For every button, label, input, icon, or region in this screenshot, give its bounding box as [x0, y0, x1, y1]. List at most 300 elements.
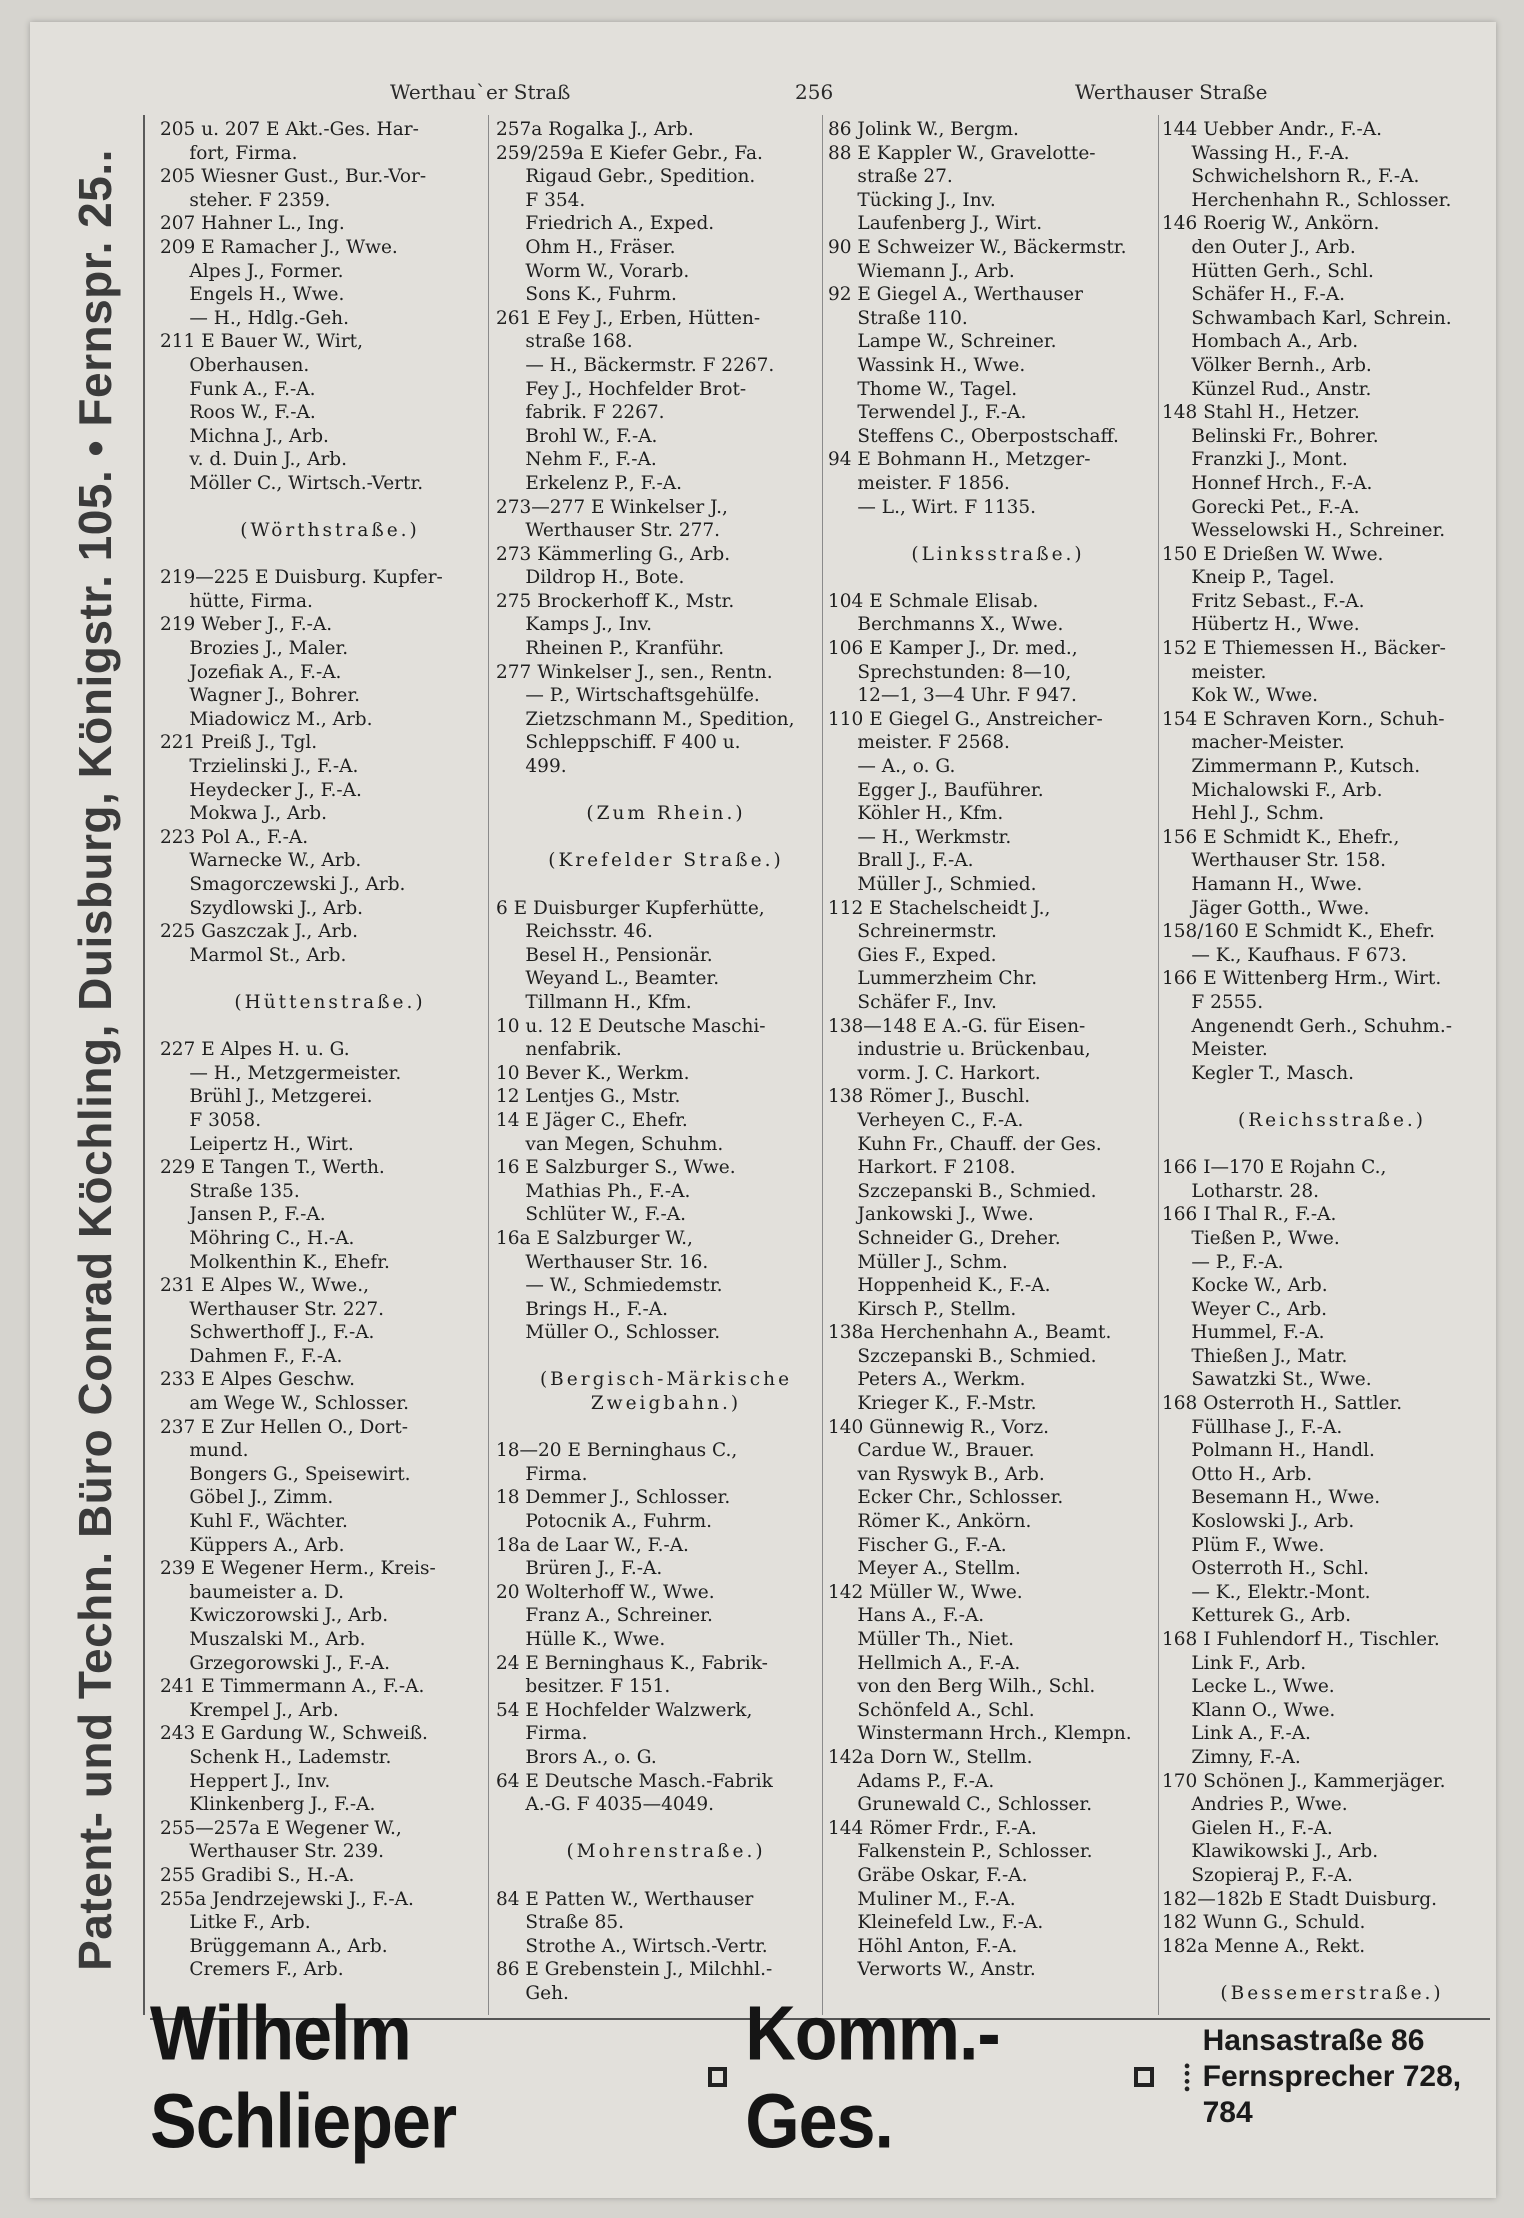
directory-entry: Kuhn Fr., Chauff. der Ges. [828, 1133, 1102, 1155]
directory-entry: Tießen P., Wwe. [1162, 1227, 1340, 1249]
directory-entry: 148 Stahl H., Hetzer. [1162, 402, 1360, 424]
directory-entry: Sprechstunden: 8—10, [828, 661, 1072, 683]
directory-entry: Straße 135. [160, 1180, 300, 1202]
directory-entry: 24 E Berninghaus K., Fabrik- [496, 1652, 768, 1674]
street-section-heading: (Reichsstraße.) [1238, 1109, 1426, 1131]
directory-entry: Kleinefeld Lw., F.-A. [828, 1912, 1044, 1934]
directory-entry: A.-G. F 4035—4049. [496, 1794, 715, 1816]
directory-entry: Hamann H., Wwe. [1162, 874, 1363, 895]
directory-entry: 140 Günnewig R., Vorz. [828, 1416, 1049, 1438]
street-section-heading: Zweigbahn.) [590, 1393, 742, 1415]
directory-entry: Straße 85. [496, 1912, 624, 1934]
directory-entry: Gräbe Oskar, F.-A. [828, 1864, 1028, 1886]
directory-entry: Zimmermann P., Kutsch. [1162, 756, 1421, 778]
directory-entry: Trzielinski J., F.-A. [160, 756, 359, 778]
directory-entry: Tillmann H., Kfm. [496, 991, 692, 1013]
directory-entry: Kegler T., Masch. [1162, 1062, 1354, 1084]
directory-entry: 243 E Gardung W., Schweiß. [160, 1723, 428, 1745]
directory-entry: Bongers G., Speisewirt. [160, 1463, 411, 1485]
directory-entry: Cremers F., Arb. [160, 1959, 344, 1981]
directory-entry: Angenendt Gerh., Schuhm.- [1162, 1015, 1452, 1037]
directory-entry: Brings H., F.-A. [496, 1298, 668, 1320]
directory-entry: 182a Menne A., Rekt. [1162, 1935, 1366, 1957]
directory-entry: Kwiczorowski J., Arb. [160, 1605, 389, 1627]
directory-entry: Schwambach Karl, Schrein. [1162, 307, 1452, 329]
directory-entry: 142 Müller W., Wwe. [828, 1581, 1023, 1603]
directory-entry: Strothe A., Wirtsch.-Vertr. [496, 1935, 768, 1957]
directory-entry: Winstermann Hrch., Klempn. [828, 1723, 1132, 1745]
street-section-heading: (Hüttenstraße.) [234, 991, 426, 1013]
directory-entry: Link F., Arb. [1162, 1652, 1307, 1674]
directory-entry: — K., Elektr.-Mont. [1162, 1581, 1371, 1603]
directory-entry: Wesselowski H., Schreiner. [1162, 520, 1446, 542]
directory-entry: 227 E Alpes H. u. G. [160, 1039, 350, 1061]
directory-entry: 221 Preiß J., Tgl. [160, 732, 318, 754]
directory-column-1 [160, 118, 500, 1982]
directory-entry: Honnef Hrch., F.-A. [1162, 472, 1373, 494]
street-section-heading: (Mohrenstraße.) [566, 1841, 766, 1863]
directory-entry: Hummel, F.-A. [1162, 1322, 1325, 1344]
directory-entry: 182 Wunn G., Schuld. [1162, 1912, 1366, 1934]
directory-entry: Geh. [496, 1982, 569, 2004]
directory-entry: Hütten Gerh., Schl. [1162, 260, 1374, 282]
directory-entry: 16a E Salzburger W., [496, 1227, 693, 1249]
directory-entry: Mathias Ph., F.-A. [496, 1180, 691, 1202]
blank-line [496, 1864, 836, 1888]
directory-entry: Lecke L., Wwe. [1162, 1676, 1335, 1698]
header-right: Werthauser Straße [1075, 80, 1268, 104]
directory-entry: 154 E Schraven Korn., Schuh- [1162, 708, 1445, 730]
directory-entry: Wagner J., Bohrer. [160, 685, 361, 707]
directory-entry: 257a Rogalka J., Arb. [496, 119, 694, 140]
directory-entry: Heppert J., Inv. [160, 1770, 331, 1792]
directory-entry: macher-Meister. [1162, 732, 1345, 754]
directory-entry: Schönfeld A., Schl. [828, 1699, 1035, 1721]
directory-entry: 92 E Giegel A., Werthauser [828, 284, 1083, 306]
directory-entry: Harkort. F 2108. [828, 1157, 1016, 1179]
directory-entry: Peters A., Werkm. [828, 1369, 1026, 1391]
directory-entry: Nehm F., F.-A. [496, 449, 657, 471]
directory-entry: Schreinermstr. [828, 921, 997, 943]
directory-entry: Muszalski M., Arb. [160, 1629, 366, 1650]
blank-line [1162, 1085, 1502, 1109]
directory-entry: Füllhase J., F.-A. [1162, 1416, 1343, 1438]
directory-entry: Schwichelshorn R., F.-A. [1162, 166, 1420, 188]
directory-entry: Tücking J., Inv. [828, 189, 996, 211]
directory-entry: Köhler H., Kfm. [828, 803, 1004, 825]
left-rule [143, 115, 145, 2015]
directory-entry: Litke F., Arb. [160, 1912, 311, 1934]
directory-entry: Gies F., Exped. [828, 944, 997, 966]
directory-entry: Dildrop H., Bote. [496, 567, 685, 589]
directory-entry: Mokwa J., Arb. [160, 803, 327, 825]
directory-entry: Hoppenheid K., F.-A. [828, 1275, 1051, 1297]
directory-entry: Engels H., Wwe. [160, 284, 345, 306]
directory-entry: Lotharstr. 28. [1162, 1180, 1319, 1202]
directory-entry: mund. [160, 1440, 249, 1462]
directory-entry: Höhl Anton, F.-A. [828, 1935, 1018, 1957]
directory-entry: F 3058. [160, 1109, 262, 1131]
directory-entry: Cardue W., Brauer. [828, 1440, 1035, 1462]
directory-entry: Gorecki Pet., F.-A. [1162, 496, 1360, 518]
directory-entry: Herchenhahn R., Schlosser. [1162, 189, 1452, 211]
blank-line [1162, 1958, 1502, 1982]
directory-entry: nenfabrik. [496, 1039, 622, 1061]
directory-entry: Müller Th., Niet. [828, 1629, 1015, 1650]
directory-entry: Ecker Chr., Schlosser. [828, 1487, 1064, 1509]
directory-entry: straße 168. [496, 331, 633, 353]
directory-entry: Kneip P., Tagel. [1162, 567, 1335, 589]
directory-entry: Kocke W., Arb. [1162, 1275, 1328, 1297]
directory-entry: 150 E Drießen W. Wwe. [1162, 543, 1384, 565]
directory-entry: Egger J., Bauführer. [828, 779, 1044, 801]
blank-line [828, 566, 1168, 590]
directory-entry: Hübertz H., Wwe. [1162, 614, 1360, 636]
ad-company-name: Wilhelm Schlieper [150, 1990, 457, 2164]
directory-entry: 168 I Fuhlendorf H., Tischler. [1162, 1629, 1440, 1650]
directory-entry: 84 E Patten W., Werthauser [496, 1888, 754, 1910]
directory-entry: 146 Roerig W., Ankörn. [1162, 213, 1380, 235]
directory-entry: 18—20 E Berninghaus C., [496, 1440, 738, 1462]
directory-entry: 106 E Kamper J., Dr. med., [828, 638, 1078, 660]
directory-entry: den Outer J., Arb. [1162, 236, 1356, 258]
directory-entry: Hombach A., Arb. [1162, 331, 1359, 353]
directory-entry: meister. F 2568. [828, 732, 1010, 754]
directory-entry: Krempel J., Arb. [160, 1699, 339, 1721]
blank-line [496, 779, 836, 803]
directory-entry: 18 Demmer J., Schlosser. [496, 1487, 731, 1509]
directory-entry: fabrik. F 2267. [496, 402, 665, 424]
ad-contact [1203, 2023, 1495, 2131]
directory-entry: Lummerzheim Chr. [828, 968, 1038, 990]
directory-entry: Szczepanski B., Schmied. [828, 1180, 1097, 1202]
directory-entry: 144 Römer Frdr., F.-A. [828, 1817, 1037, 1839]
directory-entry: 499. [496, 756, 567, 778]
directory-entry: 10 Bever K., Werkm. [496, 1062, 690, 1084]
directory-entry: Hehl J., Schm. [1162, 803, 1325, 825]
street-section-heading: (Bergisch-Märkische [539, 1369, 793, 1391]
blank-line [160, 967, 500, 991]
directory-entry: 237 E Zur Hellen O., Dort- [160, 1416, 408, 1438]
directory-entry: Fischer G., F.-A. [828, 1534, 1007, 1556]
directory-entry: besitzer. F 151. [496, 1676, 671, 1698]
directory-entry: 14 E Jäger C., Ehefr. [496, 1109, 688, 1131]
directory-entry: Straße 110. [828, 307, 968, 329]
directory-entry: Jozefiak A., F.-A. [160, 661, 342, 683]
blank-line [160, 1015, 500, 1039]
directory-entry: 273—277 E Winkelser J., [496, 496, 728, 518]
side-advertisement: Patent- und Techn. Büro Conrad Köchling, Duisburg, Königstr. 105. • Fernspr. 25.. [69, 149, 121, 1971]
square-ornament-icon [1134, 2067, 1153, 2087]
directory-entry: Miadowicz M., Arb. [160, 708, 373, 730]
directory-entry: Osterroth H., Schl. [1162, 1558, 1370, 1580]
directory-entry: Kamps J., Inv. [496, 614, 652, 636]
directory-entry: Belinski Fr., Bohrer. [1162, 425, 1379, 447]
blank-line [160, 543, 500, 567]
directory-column-4 [1162, 118, 1502, 2006]
directory-entry: Klann O., Wwe. [1162, 1699, 1336, 1721]
directory-entry: Otto H., Arb. [1162, 1463, 1313, 1485]
directory-entry: Molkenthin K., Ehefr. [160, 1251, 390, 1273]
directory-entry: Erkelenz P., F.-A. [496, 472, 682, 494]
directory-entry: 229 E Tangen T., Werth. [160, 1157, 385, 1179]
directory-entry: Sawatzki St., Wwe. [1162, 1369, 1372, 1391]
blank-line [1162, 1133, 1502, 1157]
directory-entry: Kuhl F., Wächter. [160, 1511, 348, 1533]
directory-entry: 273 Kämmerling G., Arb. [496, 543, 731, 565]
directory-entry: Gielen H., F.-A. [1162, 1817, 1333, 1839]
directory-entry: Schwerthoff J., F.-A. [160, 1322, 375, 1344]
directory-entry: von den Berg Wilh., Schl. [828, 1676, 1096, 1698]
directory-entry: Hellmich A., F.-A. [828, 1652, 1021, 1674]
directory-entry: Meister. [1162, 1039, 1268, 1061]
directory-entry: 233 E Alpes Geschw. [160, 1369, 356, 1391]
directory-entry: Besemann H., Wwe. [1162, 1487, 1381, 1509]
directory-entry: Zietzschmann M., Spedition, [496, 708, 795, 730]
directory-entry: Müller J., Schmied. [828, 874, 1037, 895]
directory-entry: 259/259a E Kiefer Gebr., Fa. [496, 142, 763, 164]
directory-entry: Klinkenberg J., F.-A. [160, 1794, 376, 1816]
directory-entry: Koslowski J., Arb. [1162, 1511, 1355, 1533]
directory-entry: Weyer C., Arb. [1162, 1298, 1328, 1320]
directory-entry: 152 E Thiemessen H., Bäcker- [1162, 638, 1446, 660]
directory-entry: Göbel J., Zimm. [160, 1487, 334, 1509]
directory-entry: meister. F 1856. [828, 472, 1010, 494]
directory-entry: 225 Gaszczak J., Arb. [160, 921, 359, 943]
directory-entry: Funk A., F.-A. [160, 378, 316, 400]
directory-entry: 144 Uebber Andr., F.-A. [1162, 119, 1382, 140]
directory-entry: 166 I—170 E Rojahn C., [1162, 1157, 1387, 1179]
directory-entry: 110 E Giegel G., Anstreicher- [828, 708, 1103, 730]
directory-entry: Jankowski J., Wwe. [828, 1204, 1034, 1226]
directory-entry: Szczepanski B., Schmied. [828, 1345, 1097, 1367]
directory-entry: 16 E Salzburger S., Wwe. [496, 1157, 736, 1179]
directory-entry: Brohl W., F.-A. [496, 425, 658, 447]
directory-entry: Franzki J., Mont. [1162, 449, 1348, 471]
directory-entry: 166 E Wittenberg Hrm., Wirt. [1162, 968, 1442, 990]
directory-entry: 209 E Ramacher J., Wwe. [160, 236, 398, 258]
directory-entry: Worm W., Vorarb. [496, 260, 690, 282]
directory-entry: Grunewald C., Schlosser. [828, 1794, 1093, 1816]
directory-entry: Meyer A., Stellm. [828, 1558, 1021, 1580]
directory-entry: steher. F 2359. [160, 189, 331, 211]
directory-entry: Andries P., Wwe. [1162, 1794, 1348, 1816]
directory-entry: Künzel Rud., Anstr. [1162, 378, 1372, 400]
directory-entry: 255a Jendrzejewski J., F.-A. [160, 1888, 414, 1910]
page-header [150, 80, 1490, 114]
directory-entry: 112 E Stachelscheidt J., [828, 897, 1051, 919]
directory-entry: van Ryswyk B., Arb. [828, 1463, 1045, 1485]
square-ornament-icon [708, 2067, 727, 2087]
directory-entry: Müller J., Schm. [828, 1251, 1008, 1273]
directory-entry: 12 Lentjes G., Mstr. [496, 1086, 681, 1108]
directory-entry: Marmol St., Arb. [160, 944, 347, 966]
directory-entry: Weyand L., Beamter. [496, 968, 720, 990]
directory-entry: Heydecker J., F.-A. [160, 779, 362, 801]
directory-entry: 10 u. 12 E Deutsche Maschi- [496, 1015, 766, 1037]
blank-line [496, 1817, 836, 1841]
directory-entry: 182—182b E Stadt Duisburg. [1162, 1888, 1438, 1910]
directory-entry: Leipertz H., Wirt. [160, 1133, 354, 1155]
directory-entry: Dahmen F., F.-A. [160, 1345, 343, 1367]
directory-entry: Berchmanns X., Wwe. [828, 614, 1064, 636]
directory-entry: Firma. [496, 1463, 588, 1485]
directory-entry: Brühl J., Metzgerei. [160, 1086, 373, 1108]
street-section-heading: (Krefelder Straße.) [548, 850, 784, 872]
directory-entry: v. d. Duin J., Arb. [160, 449, 348, 471]
directory-entry: Jäger Gotth., Wwe. [1162, 897, 1370, 919]
directory-entry: — L., Wirt. F 1135. [828, 496, 1037, 518]
directory-entry: Lampe W., Schreiner. [828, 331, 1057, 353]
directory-entry: Fey J., Hochfelder Brot- [496, 378, 747, 400]
directory-entry: Szopieraj P., F.-A. [1162, 1864, 1353, 1886]
directory-entry: 12—1, 3—4 Uhr. F 947. [828, 685, 1077, 707]
directory-entry: 138 Römer J., Buschl. [828, 1086, 1031, 1108]
directory-entry: Michalowski F., Arb. [1162, 779, 1383, 801]
directory-entry: Verheyen C., F.-A. [828, 1109, 1024, 1131]
directory-entry: Thome W., Tagel. [828, 378, 1018, 400]
directory-entry: — H., Metzgermeister. [160, 1062, 402, 1084]
directory-entry: 170 Schönen J., Kammerjäger. [1162, 1770, 1446, 1792]
directory-entry: 86 Jolink W., Bergm. [828, 119, 1019, 140]
directory-entry: 205 Wiesner Gust., Bur.-Vor- [160, 166, 427, 188]
directory-entry: Grzegorowski J., F.-A. [160, 1652, 390, 1674]
directory-entry: Rigaud Gebr., Spedition. [496, 166, 756, 188]
directory-entry: 18a de Laar W., F.-A. [496, 1534, 689, 1556]
page-number: 256 [795, 80, 834, 104]
directory-entry: — H., Werkmstr. [828, 826, 1012, 848]
ad-company-type: Komm.-Ges. [745, 1990, 1000, 2164]
directory-entry: 6 E Duisburger Kupferhütte, [496, 897, 765, 919]
directory-entry: — P., F.-A. [1162, 1251, 1284, 1273]
directory-entry: Zimny, F.-A. [1162, 1746, 1301, 1768]
directory-entry: 277 Winkelser J., sen., Rentn. [496, 661, 773, 683]
directory-entry: Michna J., Arb. [160, 425, 329, 447]
directory-entry: 168 Osterroth H., Sattler. [1162, 1393, 1403, 1415]
directory-entry: am Wege W., Schlosser. [160, 1393, 410, 1415]
directory-entry: 219 Weber J., F.-A. [160, 614, 333, 636]
blank-line [496, 1345, 836, 1369]
directory-entry: 275 Brockerhoff K., Mstr. [496, 590, 735, 612]
directory-entry: 205 u. 207 E Akt.-Ges. Har- [160, 119, 419, 140]
directory-entry: Krieger K., F.-Mstr. [828, 1393, 1037, 1415]
directory-entry: 104 E Schmale Elisab. [828, 590, 1039, 612]
street-section-heading: (Wörthstraße.) [240, 520, 420, 542]
directory-entry: Polmann H., Handl. [1162, 1440, 1375, 1462]
directory-entry: Römer K., Ankörn. [828, 1511, 1032, 1533]
directory-entry: Brall J., F.-A. [828, 850, 974, 872]
directory-entry: meister. [1162, 661, 1267, 683]
directory-entry: — A., o. G. [828, 756, 956, 778]
directory-entry: — H., Hdlg.-Geh. [160, 307, 349, 329]
directory-entry: Wassing H., F.-A. [1162, 142, 1350, 164]
directory-entry: Falkenstein P., Schlosser. [828, 1841, 1093, 1863]
directory-entry: Schäfer H., F.-A. [1162, 284, 1346, 306]
directory-entry: 156 E Schmidt K., Ehefr., [1162, 826, 1400, 848]
directory-entry: — W., Schmiedemstr. [496, 1275, 723, 1297]
directory-entry: 158/160 E Schmidt K., Ehefr. [1162, 921, 1436, 943]
directory-entry: Ketturek G., Arb. [1162, 1605, 1352, 1627]
directory-entry: 223 Pol A., F.-A. [160, 826, 309, 848]
directory-entry: Müller O., Schlosser. [496, 1322, 721, 1344]
directory-entry: Werthauser Str. 158. [1162, 850, 1387, 872]
directory-entry: Ohm H., Fräser. [496, 236, 676, 258]
directory-entry: Warnecke W., Arb. [160, 850, 362, 872]
directory-entry: Völker Bernh., Arb. [1162, 354, 1372, 376]
directory-entry: Muliner M., F.-A. [828, 1888, 1016, 1910]
directory-entry: 255 Gradibi S., H.-A. [160, 1864, 355, 1886]
directory-entry: Wiemann J., Arb. [828, 260, 1015, 282]
directory-entry: Brozies J., Maler. [160, 638, 349, 660]
directory-entry: Brüggemann A., Arb. [160, 1935, 388, 1957]
directory-entry: industrie u. Brückenbau, [828, 1039, 1091, 1061]
directory-entry: — P., Wirtschaftsgehülfe. [496, 685, 760, 707]
directory-entry: 138—148 E A.-G. für Eisen- [828, 1015, 1086, 1037]
directory-entry: Franz A., Schreiner. [496, 1605, 713, 1627]
directory-entry: baumeister a. D. [160, 1581, 345, 1603]
directory-entry: Alpes J., Former. [160, 260, 344, 282]
directory-entry: vorm. J. C. Harkort. [828, 1062, 1041, 1084]
directory-entry: — H., Bäckermstr. F 2267. [496, 354, 775, 376]
directory-entry: 211 E Bauer W., Wirt, [160, 331, 363, 353]
ad-phone: Fernsprecher 728, 784 [1202, 2060, 1462, 2129]
directory-entry: — K., Kaufhaus. F 673. [1162, 944, 1407, 966]
blank-line [160, 496, 500, 520]
directory-entry: Adams P., F.-A. [828, 1770, 995, 1792]
directory-entry: Thießen J., Matr. [1162, 1345, 1348, 1367]
directory-entry: Fritz Sebast., F.-A. [1162, 590, 1365, 612]
directory-entry: Kirsch P., Stellm. [828, 1298, 1017, 1320]
directory-entry: Firma. [496, 1723, 588, 1745]
directory-entry: Sons K., Fuhrm. [496, 284, 677, 306]
directory-entry: 142a Dorn W., Stellm. [828, 1746, 1033, 1768]
blank-line [828, 519, 1168, 543]
directory-entry: Küppers A., Arb. [160, 1534, 345, 1556]
directory-entry: Möhring C., H.-A. [160, 1227, 355, 1249]
directory-entry: van Megen, Schuhm. [496, 1133, 724, 1155]
directory-entry: 94 E Bohmann H., Metzger- [828, 449, 1091, 471]
directory-entry: 241 E Timmermann A., F.-A. [160, 1676, 425, 1698]
directory-entry: 219—225 E Duisburg. Kupfer- [160, 567, 443, 589]
directory-entry: 54 E Hochfelder Walzwerk, [496, 1699, 753, 1721]
directory-entry: 138a Herchenhahn A., Beamt. [828, 1322, 1112, 1344]
directory-entry: 207 Hahner L., Ing. [160, 213, 345, 235]
directory-entry: 90 E Schweizer W., Bäckermstr. [828, 236, 1127, 258]
directory-entry: Schneider G., Dreher. [828, 1227, 1061, 1249]
directory-entry: 255—257a E Wegener W., [160, 1817, 402, 1839]
colon-ornament-icon: ⁞ [1181, 2054, 1193, 2101]
directory-entry: Jansen P., F.-A. [160, 1204, 326, 1226]
directory-entry: Schlüter W., F.-A. [496, 1204, 687, 1226]
directory-entry: Smagorczewski J., Arb. [160, 874, 406, 895]
directory-entry: Terwendel J., F.-A. [828, 402, 1027, 424]
directory-entry: Plüm F., Wwe. [1162, 1534, 1325, 1556]
street-section-heading: (Linksstraße.) [911, 543, 1085, 565]
directory-entry: 239 E Wegener Herm., Kreis- [160, 1558, 436, 1580]
directory-entry: Friedrich A., Exped. [496, 213, 715, 235]
directory-entry: Link A., F.-A. [1162, 1723, 1311, 1745]
directory-column-2 [496, 118, 836, 2006]
directory-entry: Wassink H., Wwe. [828, 354, 1026, 376]
directory-entry: Roos W., F.-A. [160, 402, 316, 424]
directory-entry: Schleppschiff. F 400 u. [496, 732, 741, 754]
directory-entry: fort, Firma. [160, 142, 298, 164]
directory-entry: Brors A., o. G. [496, 1746, 657, 1768]
directory-entry: Werthauser Str. 277. [496, 520, 721, 542]
directory-entry: Werthauser Str. 16. [496, 1251, 709, 1273]
directory-entry: Steffens C., Oberpostschaff. [828, 425, 1119, 447]
header-left: Werthau`er Straß [390, 80, 571, 104]
